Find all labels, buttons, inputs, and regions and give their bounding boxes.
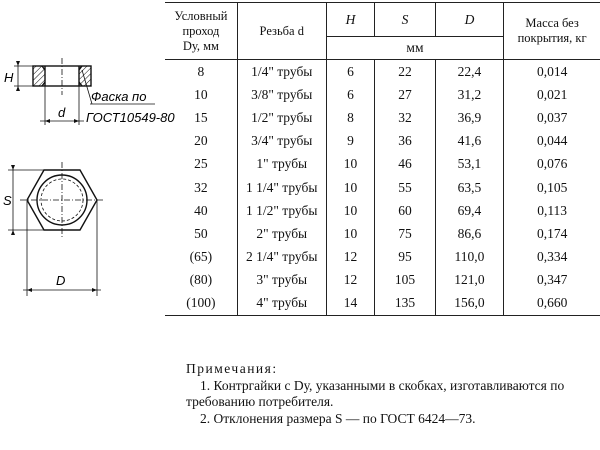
dim-s-label: S [3, 193, 12, 208]
cell-H: 10 [326, 222, 375, 245]
cell-H: 6 [326, 60, 375, 84]
cell-dy: 50 [165, 222, 237, 245]
cell-dy: 10 [165, 83, 237, 106]
cell-D: 69,4 [435, 199, 504, 222]
table-row [165, 269, 600, 292]
header-h: H [326, 3, 375, 37]
cell-dy: 40 [165, 199, 237, 222]
cell-H: 14 [326, 292, 375, 316]
header-D: D [435, 3, 504, 37]
cell-thread: 1 1/2" трубы [237, 199, 326, 222]
cell-D: 36,9 [435, 106, 504, 129]
cell-H: 12 [326, 246, 375, 269]
cell-S: 32 [375, 106, 435, 129]
technical-drawing [0, 0, 175, 310]
table-row [165, 246, 600, 269]
cell-S: 46 [375, 153, 435, 176]
table-row [165, 199, 600, 222]
cell-H: 8 [326, 106, 375, 129]
cell-dy: (65) [165, 246, 237, 269]
cell-D: 31,2 [435, 83, 504, 106]
cell-mass: 0,347 [504, 269, 600, 292]
cell-S: 135 [375, 292, 435, 316]
cell-S: 105 [375, 269, 435, 292]
cell-D: 22,4 [435, 60, 504, 84]
cell-S: 75 [375, 222, 435, 245]
cell-D: 110,0 [435, 246, 504, 269]
cell-thread: 2" трубы [237, 222, 326, 245]
cell-thread: 3/8" трубы [237, 83, 326, 106]
cell-mass: 0,660 [504, 292, 600, 316]
cell-mass: 0,037 [504, 106, 600, 129]
table-row [165, 292, 600, 316]
header-thread: Резьба d [237, 3, 326, 60]
cell-dy: (100) [165, 292, 237, 316]
cell-mass: 0,113 [504, 199, 600, 222]
cell-mass: 0,105 [504, 176, 600, 199]
cell-H: 10 [326, 199, 375, 222]
table-row [165, 106, 600, 129]
cell-S: 95 [375, 246, 435, 269]
cell-thread: 1" трубы [237, 153, 326, 176]
cell-D: 86,6 [435, 222, 504, 245]
cell-thread: 2 1/4" трубы [237, 246, 326, 269]
note-2: 2. Отклонения размера S — по ГОСТ 6424—73. [200, 410, 476, 426]
notes-title: Примечания: [186, 361, 278, 376]
cell-S: 36 [375, 130, 435, 153]
note-1: 1. Контргайки с Dу, указанными в скобках, изготавливаются по требованию потребителя. [186, 377, 565, 409]
dimensions-table [165, 2, 600, 316]
notes-section [186, 361, 586, 427]
cell-dy: 15 [165, 106, 237, 129]
cell-thread: 3/4" трубы [237, 130, 326, 153]
table-row [165, 153, 600, 176]
cell-H: 12 [326, 269, 375, 292]
cell-S: 27 [375, 83, 435, 106]
cell-dy: 32 [165, 176, 237, 199]
header-mass: Масса без покрытия, кг [504, 3, 600, 60]
cell-mass: 0,044 [504, 130, 600, 153]
cell-mass: 0,014 [504, 60, 600, 84]
cell-mass: 0,076 [504, 153, 600, 176]
cell-thread: 1/2" трубы [237, 106, 326, 129]
cell-thread: 3" трубы [237, 269, 326, 292]
cell-D: 156,0 [435, 292, 504, 316]
cell-S: 22 [375, 60, 435, 84]
cell-H: 10 [326, 153, 375, 176]
cell-mass: 0,174 [504, 222, 600, 245]
chamfer-label-line1: Фаска по [91, 89, 147, 104]
cell-H: 9 [326, 130, 375, 153]
dim-D-label: D [56, 273, 66, 288]
table-row [165, 222, 600, 245]
cell-mass: 0,021 [504, 83, 600, 106]
cell-thread: 4" трубы [237, 292, 326, 316]
cell-thread: 1 1/4" трубы [237, 176, 326, 199]
cell-H: 10 [326, 176, 375, 199]
header-dy: Условный проход Dу, мм [165, 3, 237, 60]
chamfer-label-line2: ГОСТ10549-80 [86, 110, 175, 125]
cell-D: 121,0 [435, 269, 504, 292]
cell-H: 6 [326, 83, 375, 106]
cell-dy: 8 [165, 60, 237, 84]
table-row [165, 130, 600, 153]
table-row [165, 176, 600, 199]
dim-h-label: H [4, 70, 14, 85]
cell-mass: 0,334 [504, 246, 600, 269]
cell-dy: (80) [165, 269, 237, 292]
table-row [165, 83, 600, 106]
cell-thread: 1/4" трубы [237, 60, 326, 84]
dim-d-label: d [58, 105, 66, 120]
cell-dy: 25 [165, 153, 237, 176]
table-body [165, 60, 600, 316]
cell-dy: 20 [165, 130, 237, 153]
cell-D: 63,5 [435, 176, 504, 199]
header-unit: мм [326, 37, 504, 60]
cell-S: 60 [375, 199, 435, 222]
cell-S: 55 [375, 176, 435, 199]
header-s: S [375, 3, 435, 37]
cell-D: 53,1 [435, 153, 504, 176]
cell-D: 41,6 [435, 130, 504, 153]
table-row [165, 60, 600, 84]
